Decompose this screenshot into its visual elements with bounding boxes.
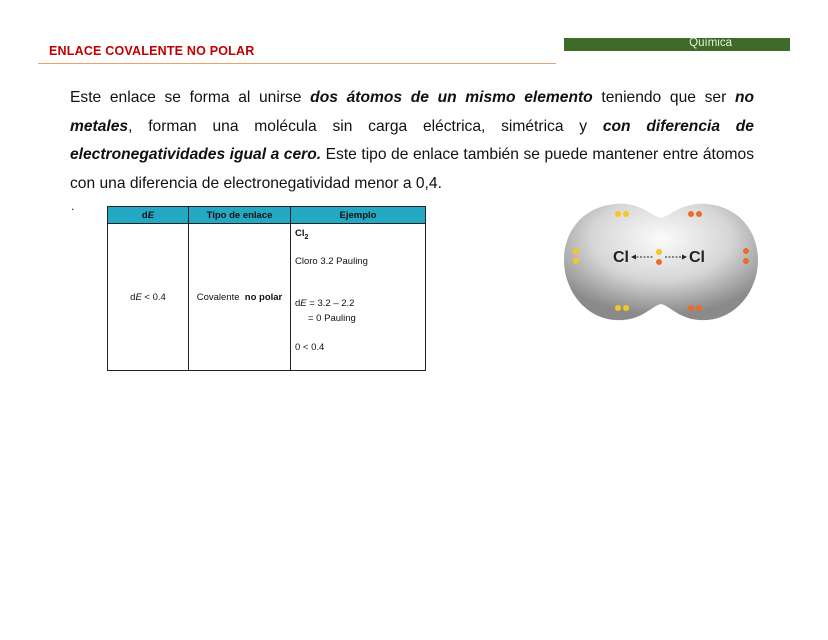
paragraph-bold-2: no metales (70, 89, 755, 135)
cell-tipo-pre: Covalente (196, 291, 245, 303)
example-line-5: 0 < 0.4 (295, 342, 325, 353)
paragraph-bold-1: dos átomos de un mismo elemento (310, 89, 593, 106)
example-line-3-d: d (295, 298, 301, 309)
right-atom-label: Cl (689, 249, 705, 266)
cell-de-rest: < 0.4 (141, 291, 166, 303)
cell-tipo-bold: no polar (244, 291, 283, 303)
cell-de-d: d (130, 291, 136, 303)
page-title: ENLACE COVALENTE NO POLAR (49, 44, 255, 58)
paragraph-bold-3: con diferencia de electronegatividades igual a cero. (70, 117, 754, 164)
left-atom-label: Cl (613, 249, 629, 266)
example-line-3 (295, 298, 354, 309)
subject-banner (564, 38, 790, 51)
shared-electron-right (656, 259, 662, 265)
subject-label: Química (689, 37, 732, 49)
header-divider (38, 63, 556, 64)
cell-tipo (189, 224, 291, 371)
example-line-4: = 0 Pauling (308, 313, 356, 324)
paragraph-text-3: , forman una molécula sin carga eléctrica, simétrica y (128, 117, 603, 135)
table-row (108, 224, 426, 371)
definition-paragraph (70, 84, 754, 198)
header-de-e: E (147, 209, 155, 221)
cell-de (108, 224, 189, 371)
header-ejemplo: Ejemplo (291, 207, 426, 224)
cell-de-e: E (135, 291, 142, 303)
example-formula-sub: 2 (304, 233, 309, 241)
paragraph-text-2: teniendo que ser (592, 89, 735, 106)
example-line-3-rest: = 3.2 – 2.2 (306, 298, 355, 309)
example-formula (295, 228, 308, 241)
header-de (108, 207, 189, 224)
shared-electron-left (656, 249, 662, 255)
paragraph-text-4: Este tipo de enlace también se puede mantener entre átomos con una diferencia de electronegatividad menor a 0,4. (70, 146, 754, 192)
header-de-d: d (141, 209, 148, 221)
table-header-row (108, 207, 426, 224)
chlorine-molecule-diagram (561, 198, 761, 325)
bullet-dot: . (71, 199, 75, 213)
example-formula-text: Cl (295, 228, 305, 239)
header-tipo: Tipo de enlace (189, 207, 291, 224)
example-line-2: Cloro 3.2 Pauling (295, 256, 368, 267)
paragraph-text-1: Este enlace se forma al unirse (70, 89, 311, 106)
example-line-3-e: E (300, 298, 307, 309)
bond-table (107, 206, 426, 371)
cell-ejemplo (291, 224, 426, 371)
